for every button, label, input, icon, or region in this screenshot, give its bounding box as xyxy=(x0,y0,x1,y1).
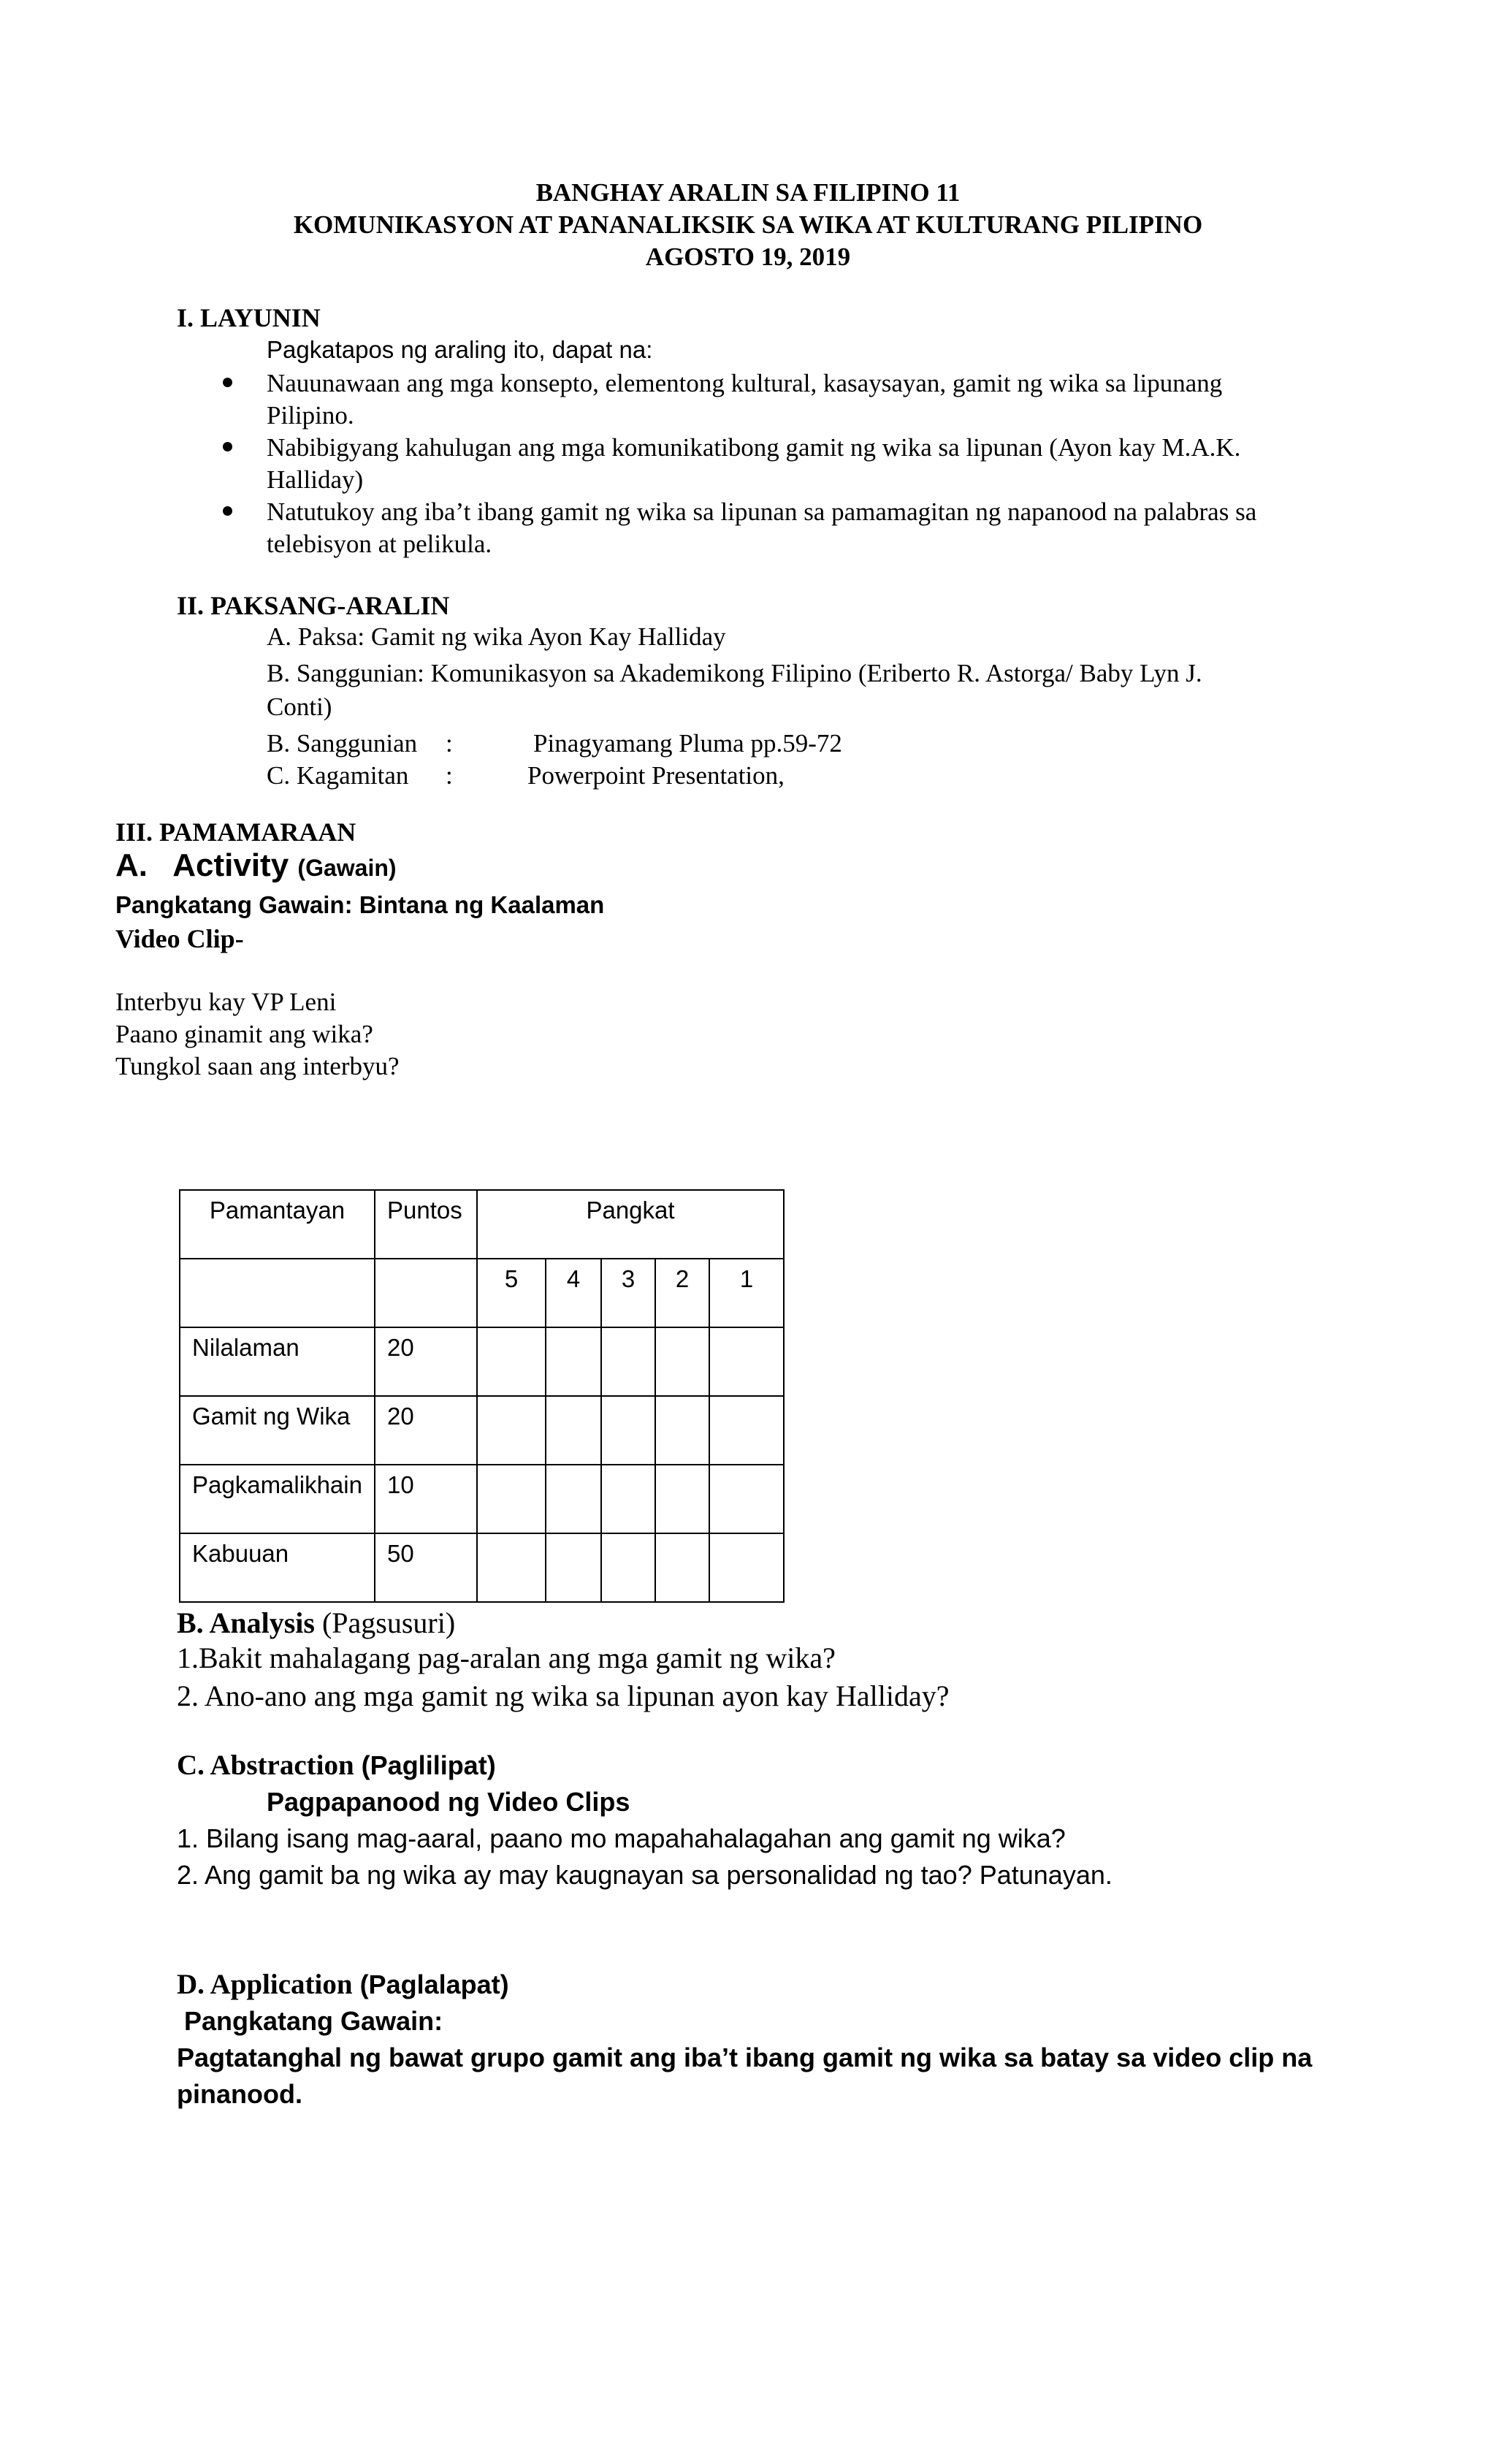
list-item: Nabibigyang kahulugan ang mga komunikatibong gamit ng wika sa lipunan (Ayon kay M.A.K. Halliday) xyxy=(267,432,1406,496)
points-cell: 50 xyxy=(375,1533,477,1602)
doc-title: BANGHAY ARALIN SA FILIPINO 11 xyxy=(535,178,961,207)
application-subtitle: Pangkatang Gawain: xyxy=(177,2006,443,2036)
sanggunian2-separator: : xyxy=(446,729,453,758)
activity-question: Interbyu kay VP Leni xyxy=(115,988,337,1016)
header-pangkat: Pangkat xyxy=(477,1190,784,1259)
application-body-cont: pinanood. xyxy=(177,2079,302,2109)
activity-question: Paano ginamit ang wika? xyxy=(115,1020,373,1048)
rank-cell: 4 xyxy=(546,1259,601,1327)
activity-heading: A. Activity (Gawain) xyxy=(115,847,397,883)
header-puntos: Puntos xyxy=(375,1190,477,1259)
bullet-icon xyxy=(223,506,232,516)
table-row xyxy=(180,1259,784,1327)
layunin-list xyxy=(267,367,1406,560)
bullet-icon xyxy=(223,378,232,387)
video-clip-label: Video Clip- xyxy=(115,924,244,953)
criterion-cell: Gamit ng Wika xyxy=(180,1396,375,1465)
sanggunian-line: B. Sanggunian: Komunikasyon sa Akademikong Filipino (Eriberto R. Astorga/ Baby Lyn J. xyxy=(267,659,1202,687)
list-item: Natutukoy ang iba’t ibang gamit ng wika sa lipunan sa pamamagitan ng napanood na palabras sa telebisyon at pelikula. xyxy=(267,496,1406,560)
section-layunin-title: I. LAYUNIN xyxy=(177,303,321,332)
doc-subtitle: KOMUNIKASYON AT PANANALIKSIK SA WIKA AT KULTURANG PILIPINO xyxy=(293,210,1203,239)
table-row xyxy=(180,1465,784,1533)
abstraction-question: 2. Ang gamit ba ng wika ay may kaugnayan sa personalidad ng tao? Patunayan. xyxy=(177,1860,1113,1890)
analysis-question: 1.Bakit mahalagang pag-aralan ang mga gamit ng wika? xyxy=(177,1641,836,1674)
rank-cell: 1 xyxy=(709,1259,784,1327)
activity-question: Tungkol saan ang interbyu? xyxy=(115,1052,400,1080)
kagamitan-separator: : xyxy=(446,761,453,790)
abstraction-subtitle: Pagpapanood ng Video Clips xyxy=(267,1787,630,1817)
points-cell: 20 xyxy=(375,1396,477,1465)
criterion-cell: Kabuuan xyxy=(180,1533,375,1602)
rubric-table xyxy=(179,1189,785,1603)
header-pamantayan: Pamantayan xyxy=(180,1190,375,1259)
application-heading: D. Application (Paglalapat) xyxy=(177,1969,509,2000)
points-cell: 10 xyxy=(375,1465,477,1533)
rank-cell: 2 xyxy=(655,1259,709,1327)
points-cell: 20 xyxy=(375,1327,477,1396)
kagamitan-value: Powerpoint Presentation, xyxy=(527,761,785,790)
section-pamamaraan-title: III. PAMAMARAAN xyxy=(115,817,356,847)
kagamitan-label: C. Kagamitan xyxy=(267,761,409,790)
table-row xyxy=(180,1190,784,1259)
analysis-heading: B. Analysis (Pagsusuri) xyxy=(177,1606,456,1639)
sanggunian-line-cont: Conti) xyxy=(267,693,332,721)
rank-cell: 3 xyxy=(601,1259,655,1327)
section-paksang-aralin-title: II. PAKSANG-ARALIN xyxy=(177,591,450,620)
sanggunian2-value: Pinagyamang Pluma pp.59-72 xyxy=(533,729,842,758)
sanggunian2-label: B. Sanggunian xyxy=(267,729,418,758)
doc-date: AGOSTO 19, 2019 xyxy=(645,243,851,271)
abstraction-question: 1. Bilang isang mag-aaral, paano mo mapahahalagahan ang gamit ng wika? xyxy=(177,1823,1066,1853)
pangkatang-gawain-label: Pangkatang Gawain: Bintana ng Kaalaman xyxy=(115,891,605,918)
layunin-intro: Pagkatapos ng araling ito, dapat na: xyxy=(267,336,653,363)
list-item: Nauunawaan ang mga konsepto, elementong kultural, kasaysayan, gamit ng wika sa lipunang Pilipino. xyxy=(267,367,1406,432)
application-body: Pagtatanghal ng bawat grupo gamit ang iba’t ibang gamit ng wika sa batay sa video clip na xyxy=(177,2042,1313,2072)
analysis-question: 2. Ano-ano ang mga gamit ng wika sa lipunan ayon kay Halliday? xyxy=(177,1679,950,1712)
bullet-icon xyxy=(223,442,232,451)
criterion-cell: Nilalaman xyxy=(180,1327,375,1396)
table-row xyxy=(180,1396,784,1465)
table-row xyxy=(180,1533,784,1602)
paksa-line: A. Paksa: Gamit ng wika Ayon Kay Halliday xyxy=(267,622,726,651)
abstraction-heading: C. Abstraction (Paglilipat) xyxy=(177,1750,496,1781)
rank-cell: 5 xyxy=(477,1259,546,1327)
table-row xyxy=(180,1327,784,1396)
criterion-cell: Pagkamalikhain xyxy=(180,1465,375,1533)
